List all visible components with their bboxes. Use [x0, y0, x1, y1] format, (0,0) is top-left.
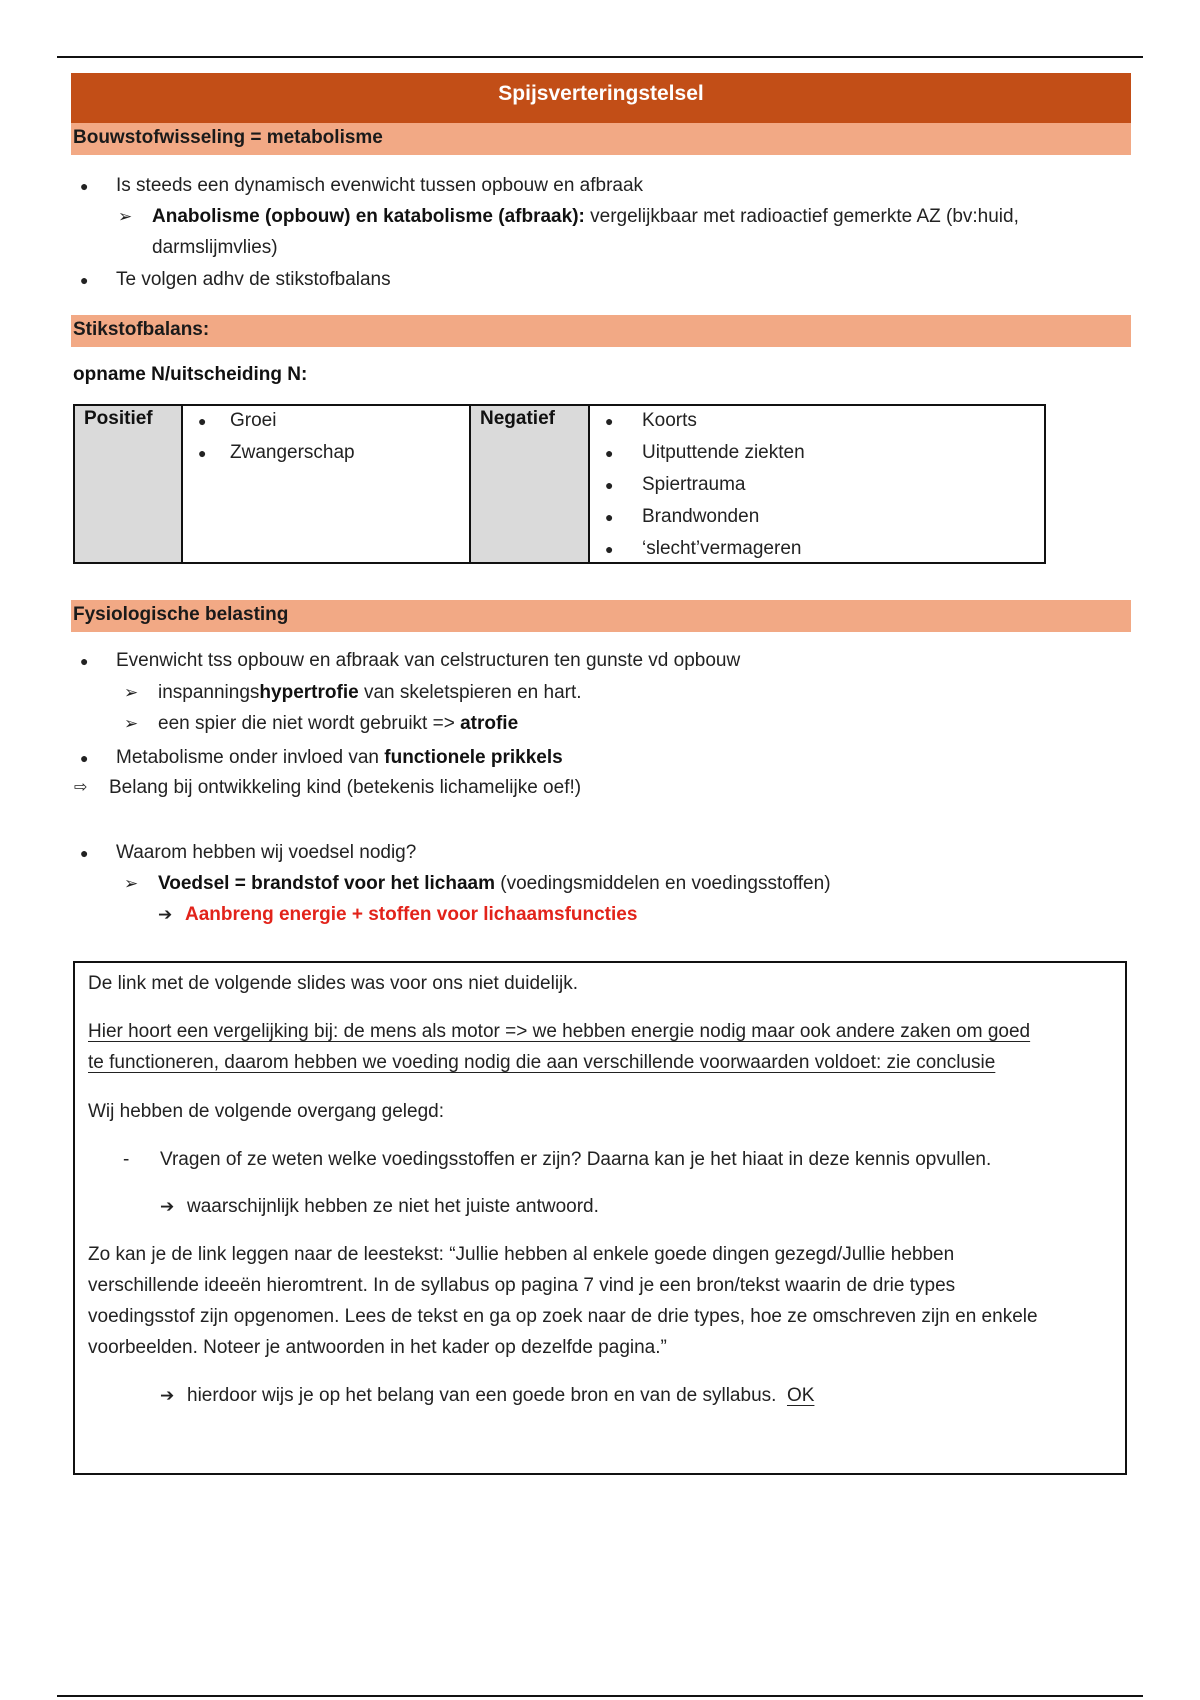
list-subitem: [158, 711, 518, 737]
arrowhead-bullet-icon: ➢: [124, 683, 139, 702]
arrowhead-bullet-icon: ➢: [124, 714, 139, 733]
bullet-icon: ●: [605, 541, 614, 557]
box-paragraph: De link met de volgende slides was voor ons niet duidelijk.: [88, 973, 579, 994]
subitem-bold: Anabolisme (opbouw) en katabolisme (afbraak):: [152, 206, 585, 227]
right-arrow-icon: ➔: [158, 905, 173, 924]
box-paragraph-line: voedingsstof zijn opgenomen. Lees de tekst en ga op zoek naar de drie types, hoe ze omschreven zijn en enkele: [88, 1306, 1038, 1327]
section-heading-metabolism: Bouwstofwisseling = metabolisme: [71, 123, 1131, 155]
bullet-icon: ●: [605, 445, 614, 461]
box-paragraph-line: Zo kan je de link leggen naar de leestekst: “Jullie hebben al enkele goede dingen gezegd/Jullie hebben: [88, 1244, 955, 1265]
table-list-item: Uitputtende ziekten: [642, 442, 805, 463]
table-cell-negative-items: [590, 406, 1044, 562]
box-arrow-line: waarschijnlijk hebben ze niet het juiste antwoord.: [187, 1196, 599, 1217]
nitrogen-balance-table: [73, 404, 1046, 564]
table-cell-negative-label: [471, 406, 588, 562]
table-list-item: Zwangerschap: [230, 442, 355, 463]
table-cell-positive-label: [75, 406, 181, 562]
box-arrow-line: [187, 1383, 814, 1409]
box-paragraph-line: verschillende ideeën hieromtrent. In de syllabus op pagina 7 vind je een bron/tekst waarin de drie types: [88, 1275, 956, 1296]
bullet-icon: ●: [80, 750, 89, 766]
table-list-item: Groei: [230, 410, 277, 431]
page-title: Spijsverteringstelsel: [71, 73, 1131, 123]
box-underlined-line: te functioneren, daarom hebben we voeding nodig die aan verschillende voorwaarden voldoet: zie conclusie: [88, 1052, 996, 1073]
bottom-rule: [57, 1695, 1143, 1697]
subitem-text: vergelijkbaar met radioactief gemerkte AZ (bv:huid,: [584, 206, 1019, 227]
table-cell-positive-items: [183, 406, 469, 562]
bullet-icon: ●: [80, 272, 89, 288]
negative-label: Negatief: [480, 408, 555, 429]
table-list-item: ‘slecht’vermageren: [642, 538, 802, 559]
item-bold: functionele prikkels: [384, 747, 563, 768]
list-subitem-continuation: darmslijmvlies): [152, 237, 278, 258]
box-dash-item: Vragen of ze weten welke voedingsstoffen er zijn? Daarna kan je het hiaat in deze kennis opvullen.: [160, 1149, 992, 1170]
table-list-item: Brandwonden: [642, 506, 760, 527]
bullet-icon: ●: [80, 845, 89, 861]
list-item: Is steeds een dynamisch evenwicht tussen opbouw en afbraak: [116, 175, 644, 196]
bullet-icon: ●: [80, 178, 89, 194]
list-subitem: [158, 680, 582, 706]
list-item: Te volgen adhv de stikstofbalans: [116, 269, 391, 290]
list-item: Waarom hebben wij voedsel nodig?: [116, 842, 417, 863]
arrowhead-bullet-icon: ➢: [118, 207, 133, 226]
bullet-icon: ●: [80, 653, 89, 669]
right-arrow-icon: ➔: [160, 1386, 175, 1405]
subheading-nitrogen: opname N/uitscheiding N:: [73, 364, 308, 385]
comment-box: [73, 961, 1127, 1475]
subitem-text: (voedingsmiddelen en voedingsstoffen): [494, 873, 831, 894]
dash-bullet-icon: -: [123, 1149, 130, 1170]
list-subitem: [152, 204, 1019, 230]
bullet-icon: ●: [605, 509, 614, 525]
arrowhead-bullet-icon: ➢: [124, 874, 139, 893]
arrow-line: Belang bij ontwikkeling kind (betekenis lichamelijke oef!): [109, 777, 582, 798]
item-text: Metabolisme onder invloed van: [116, 747, 385, 768]
subitem-bold: Voedsel = brandstof voor het lichaam: [158, 873, 495, 894]
bullet-icon: ●: [198, 445, 207, 461]
right-arrow-icon: ➔: [160, 1197, 175, 1216]
list-item: [116, 745, 563, 771]
subitem-text: inspannings: [158, 682, 260, 703]
table-list-item: Spiertrauma: [642, 474, 746, 495]
subitem-text: van skeletspieren en hart.: [358, 682, 582, 703]
highlight-red-line: Aanbreng energie + stoffen voor lichaamsfuncties: [185, 904, 638, 925]
box-paragraph: Wij hebben de volgende overgang gelegd:: [88, 1101, 444, 1122]
subitem-bold: atrofie: [460, 713, 519, 734]
bullet-icon: ●: [198, 413, 207, 429]
box-underlined-line: Hier hoort een vergelijking bij: de mens als motor => we hebben energie nodig maar ook andere zaken om goed: [88, 1021, 1031, 1042]
top-rule: [57, 56, 1143, 58]
list-item: Evenwicht tss opbouw en afbraak van celstructuren ten gunste vd opbouw: [116, 650, 741, 671]
subitem-bold: hypertrofie: [259, 682, 359, 703]
bullet-icon: ●: [605, 413, 614, 429]
arrow-text: hierdoor wijs je op het belang van een goede bron en van de syllabus.: [187, 1385, 777, 1406]
box-paragraph-line: voorbeelden. Noteer je antwoorden in het kader op dezelfde pagina.”: [88, 1337, 667, 1358]
table-list-item: Koorts: [642, 410, 697, 431]
section-heading-nitrogen: Stikstofbalans:: [71, 315, 1131, 347]
subitem-text: een spier die niet wordt gebruikt =>: [158, 713, 461, 734]
hollow-arrow-icon: ⇨: [74, 779, 88, 796]
list-subitem: [158, 871, 831, 897]
positive-label: Positief: [84, 408, 153, 429]
ok-mark: OK: [786, 1385, 815, 1406]
section-heading-physiological: Fysiologische belasting: [71, 600, 1131, 632]
bullet-icon: ●: [605, 477, 614, 493]
